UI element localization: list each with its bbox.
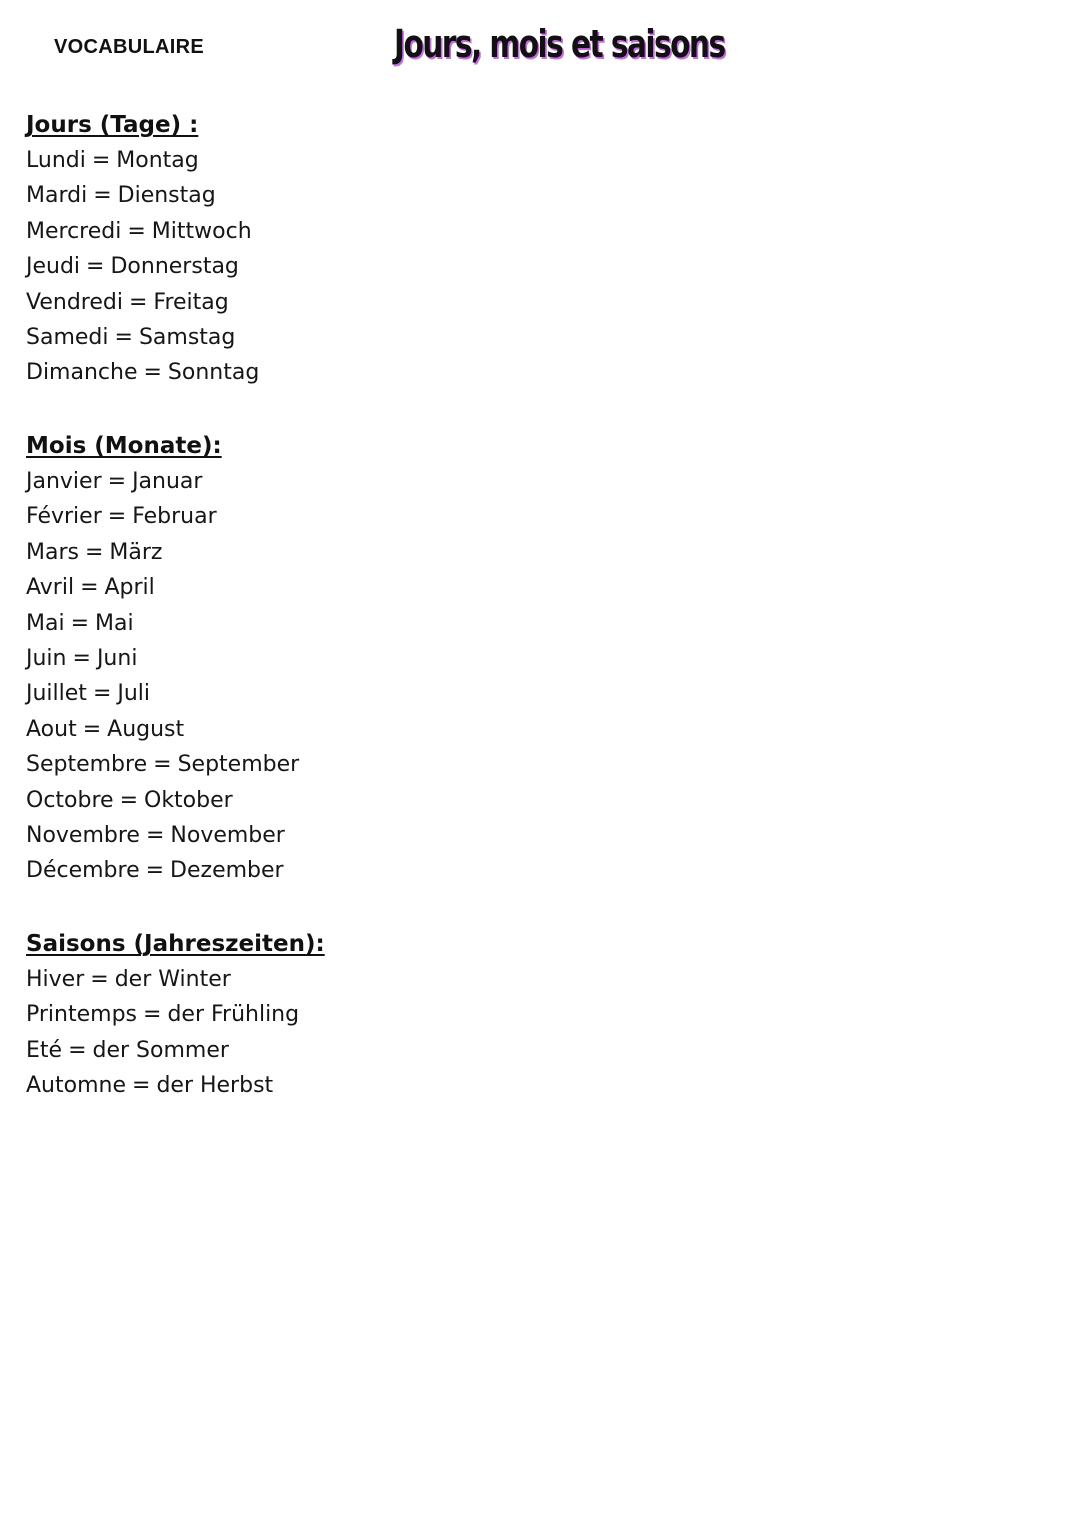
french-word: Aout	[26, 716, 77, 742]
equals-sign: =	[153, 752, 172, 778]
equals-sign: =	[72, 645, 91, 671]
french-word: Printemps	[26, 1002, 137, 1028]
german-word: Februar	[132, 504, 217, 530]
section-months	[26, 429, 299, 889]
equals-sign: =	[107, 504, 127, 530]
german-word: der Sommer	[92, 1037, 229, 1063]
vocab-entry	[26, 997, 325, 1032]
vocab-entry	[26, 818, 299, 853]
german-word: Donnerstag	[110, 254, 239, 280]
equals-sign: =	[132, 1073, 151, 1099]
equals-sign: =	[107, 469, 127, 494]
vocab-entry	[26, 143, 259, 178]
french-word: Décembre	[26, 858, 140, 884]
german-word: Oktober	[144, 787, 233, 813]
equals-sign: =	[145, 858, 165, 884]
french-word: Vendredi	[26, 289, 123, 315]
french-word: Automne	[26, 1073, 126, 1099]
equals-sign: =	[92, 681, 112, 707]
equals-sign: =	[119, 787, 138, 813]
german-word: Juni	[96, 645, 138, 671]
page-title: Jours, mois et saisons	[394, 22, 725, 66]
vocab-entry	[26, 641, 299, 676]
vocab-entry	[26, 178, 259, 213]
vocab-entry	[26, 676, 299, 711]
french-word: Mai	[26, 610, 65, 636]
equals-sign: =	[143, 360, 162, 386]
french-word: Jeudi	[26, 254, 81, 280]
vocabulary-label: VOCABULAIRE	[54, 36, 204, 58]
vocab-entry	[26, 355, 259, 390]
vocab-entry	[26, 320, 259, 355]
french-word: Dimanche	[26, 360, 138, 386]
german-word: der Winter	[114, 967, 231, 992]
equals-sign: =	[70, 610, 90, 636]
seasons-list	[26, 962, 325, 1104]
german-word: September	[177, 752, 300, 778]
equals-sign: =	[127, 218, 146, 244]
equals-sign: =	[91, 148, 111, 173]
french-word: Eté	[26, 1037, 63, 1063]
german-word: Dienstag	[117, 183, 216, 209]
vocab-entry	[26, 285, 259, 320]
french-word: Novembre	[26, 822, 140, 848]
french-word: Lundi	[26, 148, 86, 173]
german-word: Mai	[95, 610, 134, 636]
section-days	[26, 108, 259, 391]
french-word: Janvier	[26, 469, 102, 494]
german-word: Mittwoch	[151, 218, 252, 244]
section-heading-months: Mois (Monate):	[26, 433, 222, 459]
equals-sign: =	[143, 1002, 162, 1028]
days-list	[26, 143, 259, 391]
french-word: Mars	[26, 539, 79, 565]
vocab-entry	[26, 712, 299, 747]
vocab-entry	[26, 214, 259, 249]
vocab-entry	[26, 499, 299, 534]
german-word: Samstag	[138, 324, 236, 350]
section-heading-days: Jours (Tage) :	[26, 112, 199, 138]
german-word: November	[170, 822, 285, 848]
german-word: April	[104, 575, 155, 601]
equals-sign: =	[86, 254, 105, 280]
equals-sign: =	[82, 716, 102, 742]
vocab-entry	[26, 853, 299, 888]
section-seasons	[26, 927, 325, 1104]
equals-sign: =	[90, 967, 109, 992]
german-word: März	[109, 539, 163, 565]
vocab-entry	[26, 535, 299, 570]
french-word: Avril	[26, 575, 75, 601]
vocab-entry	[26, 783, 299, 818]
french-word: Mardi	[26, 183, 88, 209]
german-word: Freitag	[153, 289, 229, 315]
equals-sign: =	[93, 183, 112, 209]
equals-sign: =	[128, 289, 148, 315]
vocab-entry	[26, 962, 325, 997]
equals-sign: =	[114, 324, 133, 350]
french-word: Samedi	[26, 324, 109, 350]
german-word: August	[107, 716, 185, 742]
french-word: Juin	[26, 645, 67, 671]
equals-sign: =	[80, 575, 99, 601]
french-word: Hiver	[26, 967, 85, 992]
french-word: Septembre	[26, 752, 148, 778]
french-word: Mercredi	[26, 218, 122, 244]
german-word: Sonntag	[167, 360, 260, 386]
vocab-entry	[26, 464, 299, 499]
french-word: Octobre	[26, 787, 114, 813]
months-list	[26, 464, 299, 889]
german-word: Montag	[116, 148, 199, 173]
german-word: der Frühling	[167, 1002, 300, 1028]
german-word: Januar	[132, 469, 203, 494]
french-word: Juillet	[26, 681, 87, 707]
vocab-entry	[26, 570, 299, 605]
section-heading-seasons: Saisons (Jahreszeiten):	[26, 931, 325, 957]
vocab-entry	[26, 747, 299, 782]
vocab-entry	[26, 606, 299, 641]
equals-sign: =	[145, 822, 165, 848]
equals-sign: =	[68, 1037, 87, 1063]
vocab-entry	[26, 1033, 325, 1068]
french-word: Février	[26, 504, 102, 530]
vocab-entry	[26, 249, 259, 284]
equals-sign: =	[84, 539, 104, 565]
vocab-entry	[26, 1068, 325, 1103]
german-word: Dezember	[170, 858, 284, 884]
german-word: der Herbst	[156, 1073, 274, 1099]
german-word: Juli	[117, 681, 151, 707]
